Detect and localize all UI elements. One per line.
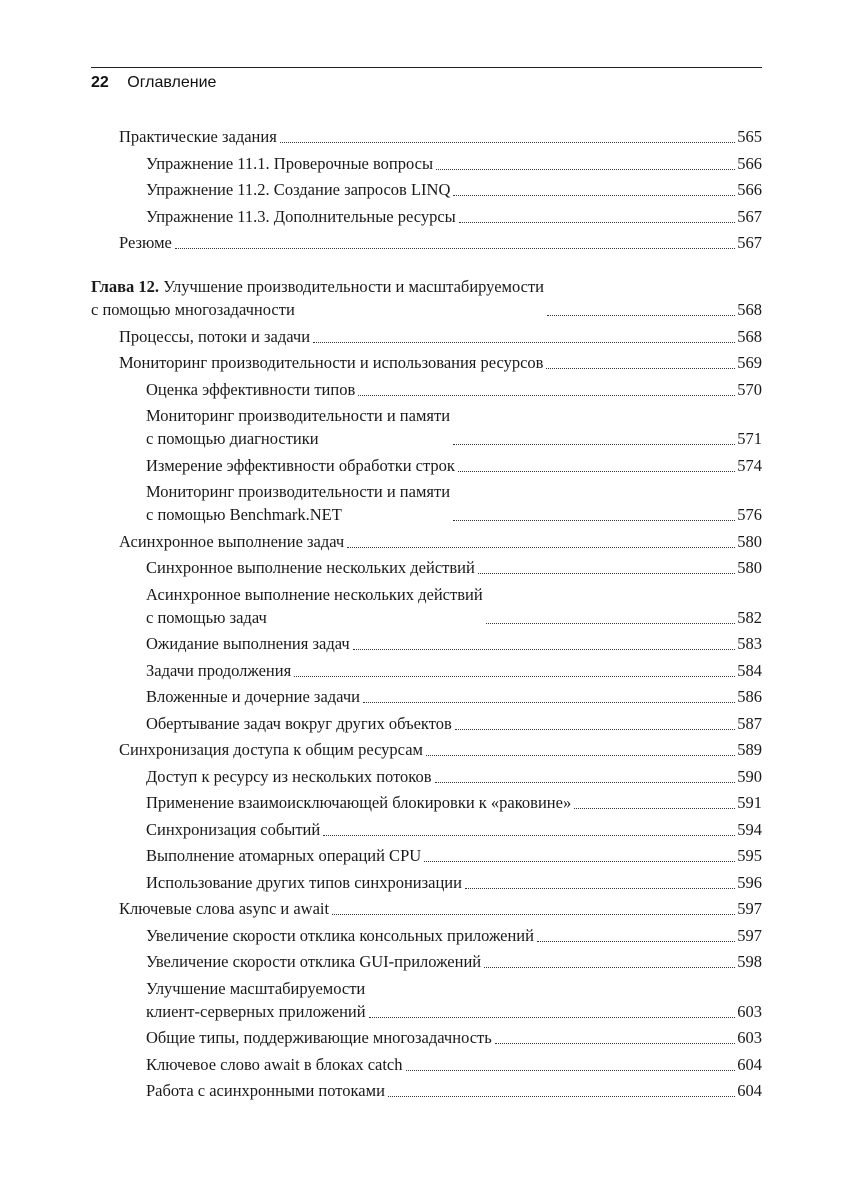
toc-entry-title <box>91 275 544 321</box>
toc-entry-title-line: Задачи продолжения <box>146 660 292 680</box>
toc-entry[interactable] <box>91 632 762 655</box>
toc-entry-title-line: Упражнение 11.1. Проверочные вопросы <box>146 153 434 173</box>
toc-entry-title-line: Выполнение атомарных операций CPU <box>146 846 422 865</box>
toc-entry-title-line: Использование других типов синхронизации <box>146 872 462 892</box>
toc-page-number: 603 <box>737 1001 762 1021</box>
table-of-contents <box>91 125 762 1102</box>
toc-entry[interactable] <box>91 480 762 526</box>
toc-page-number: 580 <box>737 558 762 577</box>
toc-entry-title <box>146 454 455 477</box>
toc-page-number: 584 <box>737 660 762 680</box>
dot-leader <box>358 395 735 396</box>
dot-leader <box>574 808 735 809</box>
toc-entry-title-line: Мониторинг производительности и использования ресурсов <box>119 353 544 372</box>
toc-page-number: 597 <box>737 899 762 918</box>
toc-entry-title-line: Мониторинг производительности и памяти <box>146 482 451 501</box>
toc-page-number: 567 <box>737 206 762 226</box>
toc-entry-title-line: Асинхронное выполнение нескольких действий <box>146 584 483 604</box>
dot-leader <box>546 368 735 369</box>
toc-entry[interactable] <box>91 924 762 947</box>
dot-leader <box>280 142 735 143</box>
toc-page-number: 595 <box>737 846 762 865</box>
dot-leader <box>495 1043 735 1044</box>
header-rule <box>91 67 762 68</box>
dot-leader <box>458 471 735 472</box>
toc-entry-title <box>146 685 360 708</box>
running-header <box>91 72 216 94</box>
toc-entry[interactable] <box>91 1053 762 1076</box>
toc-entry[interactable] <box>91 125 762 148</box>
toc-entry-title <box>146 977 366 1023</box>
toc-entry-title <box>146 712 452 735</box>
toc-entry-title <box>146 1079 385 1102</box>
dot-leader <box>424 861 735 862</box>
toc-entry-title <box>146 1026 492 1049</box>
toc-entry[interactable] <box>91 325 762 348</box>
dot-leader <box>332 914 735 915</box>
dot-leader <box>323 835 735 836</box>
toc-page-number: 574 <box>737 455 762 475</box>
entry-spacer <box>91 254 762 275</box>
dot-leader <box>435 782 736 783</box>
toc-entry-title-line: с помощью Benchmark.NET <box>146 505 342 524</box>
toc-entry[interactable] <box>91 152 762 175</box>
toc-page-number: 576 <box>737 505 762 524</box>
toc-entry[interactable] <box>91 977 762 1023</box>
toc-entry-title-line: Синхронизация доступа к общим ресурсам <box>119 740 423 759</box>
toc-chapter-entry[interactable] <box>91 275 762 321</box>
toc-entry[interactable] <box>91 178 762 201</box>
toc-entry-title-line: Увеличение скорости отклика GUI-приложений <box>146 952 482 971</box>
toc-entry-title <box>146 632 350 655</box>
toc-page-number: 582 <box>737 607 762 627</box>
toc-page-number: 598 <box>737 952 762 971</box>
dot-leader <box>426 755 735 756</box>
toc-entry-title-line: Ключевые слова async и await <box>119 899 330 918</box>
chapter-title-text: Улучшение производительности и масштабируемости <box>163 277 545 296</box>
toc-entry[interactable] <box>91 1079 762 1102</box>
dot-leader <box>459 222 736 223</box>
chapter-label: Глава 12. <box>91 277 160 296</box>
toc-entry-title <box>146 871 462 894</box>
toc-entry[interactable] <box>91 404 762 450</box>
toc-page-number: 586 <box>737 687 762 706</box>
page-number: 22 <box>91 74 109 91</box>
toc-page-number: 568 <box>737 300 762 319</box>
dot-leader <box>369 1017 736 1018</box>
toc-page-number: 568 <box>737 326 762 346</box>
toc-page-number: 589 <box>737 740 762 759</box>
toc-entry-title <box>146 378 355 401</box>
toc-entry-title <box>146 924 534 947</box>
toc-entry-title <box>119 530 344 553</box>
toc-entry-title-line: Упражнение 11.3. Дополнительные ресурсы <box>146 206 456 226</box>
toc-entry-title <box>146 791 571 814</box>
dot-leader <box>547 315 735 316</box>
toc-page-number: 603 <box>737 1028 762 1047</box>
dot-leader <box>406 1070 736 1071</box>
toc-entry-title-line: с помощью многозадачности <box>91 300 295 319</box>
dot-leader <box>478 573 735 574</box>
toc-entry[interactable] <box>91 738 762 761</box>
dot-leader <box>353 649 736 650</box>
toc-page-number: 591 <box>737 793 762 812</box>
dot-leader <box>484 967 735 968</box>
dot-leader <box>453 444 735 445</box>
toc-entry-title <box>146 556 475 579</box>
toc-entry-title <box>119 738 423 761</box>
toc-entry[interactable] <box>91 378 762 401</box>
running-header-title: Оглавление <box>127 74 217 91</box>
toc-page-number: 565 <box>737 127 762 146</box>
toc-entry[interactable] <box>91 791 762 814</box>
toc-entry-title <box>119 325 310 348</box>
toc-entry-title-line: Применение взаимоисключающей блокировки к «раковине» <box>146 793 572 812</box>
dot-leader <box>175 248 735 249</box>
toc-entry-title <box>146 659 291 682</box>
toc-page-number: 569 <box>737 353 762 372</box>
toc-entry-title <box>146 480 450 526</box>
toc-entry-title-line: клиент-серверных приложений <box>146 1001 366 1021</box>
toc-entry-title-line: Мониторинг производительности и памяти <box>146 406 451 425</box>
toc-entry-title <box>146 205 456 228</box>
toc-entry[interactable] <box>91 818 762 841</box>
toc-page-number: 594 <box>737 819 762 839</box>
toc-entry-title <box>146 818 320 841</box>
toc-entry-title-line: Работа с асинхронными потоками <box>146 1081 385 1100</box>
toc-entry-title <box>146 152 433 175</box>
dot-leader <box>453 520 735 521</box>
toc-entry-title <box>146 1053 403 1076</box>
dot-leader <box>363 702 735 703</box>
toc-entry[interactable] <box>91 231 762 254</box>
toc-entry[interactable] <box>91 1026 762 1049</box>
toc-entry[interactable] <box>91 871 762 894</box>
toc-entry-title <box>146 583 483 629</box>
toc-page-number: 604 <box>737 1054 762 1074</box>
toc-entry[interactable] <box>91 897 762 920</box>
dot-leader <box>465 888 735 889</box>
toc-entry-title-line: Ожидание выполнения задач <box>146 634 350 653</box>
toc-entry[interactable] <box>91 844 762 867</box>
toc-entry-title-line: Ключевое слово await в блоках catch <box>146 1054 403 1074</box>
toc-entry-title-line: Практические задания <box>119 127 277 146</box>
toc-entry-title-line: Улучшение масштабируемости <box>146 978 366 998</box>
toc-entry[interactable] <box>91 205 762 228</box>
toc-page-number: 587 <box>737 713 762 733</box>
toc-entry-title <box>146 950 481 973</box>
toc-entry[interactable] <box>91 556 762 579</box>
dot-leader <box>537 941 735 942</box>
toc-entry-title-line: Вложенные и дочерние задачи <box>146 687 360 706</box>
dot-leader <box>453 195 735 196</box>
toc-entry-title <box>146 844 421 867</box>
toc-page-number: 580 <box>737 531 762 551</box>
toc-entry[interactable] <box>91 659 762 682</box>
toc-entry-title <box>146 765 432 788</box>
toc-entry-title <box>119 231 172 254</box>
toc-page-number: 583 <box>737 634 762 653</box>
toc-entry-title-line: Доступ к ресурсу из нескольких потоков <box>146 766 432 786</box>
toc-entry[interactable] <box>91 712 762 735</box>
dot-leader <box>347 547 735 548</box>
toc-page-number: 590 <box>737 766 762 786</box>
dot-leader <box>455 729 735 730</box>
toc-entry-title-line: Упражнение 11.2. Создание запросов LINQ <box>146 180 451 199</box>
toc-page-number: 596 <box>737 872 762 892</box>
toc-entry[interactable] <box>91 685 762 708</box>
toc-entry[interactable] <box>91 765 762 788</box>
toc-entry-title-line: Синхронизация событий <box>146 819 321 839</box>
toc-entry-title-line <box>91 275 544 298</box>
toc-page-number: 597 <box>737 925 762 945</box>
toc-entry-title-line: с помощью задач <box>146 607 267 627</box>
toc-entry-title <box>146 178 450 201</box>
toc-entry-title <box>119 351 543 374</box>
toc-page-number: 566 <box>737 153 762 173</box>
toc-page-number: 566 <box>737 180 762 199</box>
toc-page-number: 571 <box>737 429 762 448</box>
toc-entry-title <box>119 897 329 920</box>
toc-entry-title-line: Резюме <box>119 233 172 252</box>
dot-leader <box>436 169 735 170</box>
toc-entry-title-line: Синхронное выполнение нескольких действий <box>146 558 475 577</box>
toc-entry-title-line: Общие типы, поддерживающие многозадачность <box>146 1028 492 1047</box>
toc-entry-title <box>119 125 277 148</box>
toc-entry[interactable] <box>91 351 762 374</box>
toc-entry-title-line: Асинхронное выполнение задач <box>119 531 345 551</box>
toc-entry[interactable] <box>91 950 762 973</box>
toc-entry-title-line: с помощью диагностики <box>146 429 319 448</box>
dot-leader <box>294 676 735 677</box>
dot-leader <box>388 1096 735 1097</box>
toc-entry[interactable] <box>91 454 762 477</box>
dot-leader <box>313 342 735 343</box>
toc-entry-title-line: Процессы, потоки и задачи <box>119 326 311 346</box>
toc-page-number: 567 <box>737 233 762 252</box>
toc-page-number: 604 <box>737 1081 762 1100</box>
toc-entry-title-line: Измерение эффективности обработки строк <box>146 455 455 475</box>
toc-entry[interactable] <box>91 583 762 629</box>
toc-entry-title-line: Увеличение скорости отклика консольных приложений <box>146 925 534 945</box>
toc-page-number: 570 <box>737 379 762 399</box>
dot-leader <box>486 623 736 624</box>
toc-entry-title <box>146 404 450 450</box>
toc-entry[interactable] <box>91 530 762 553</box>
toc-entry-title-line: Обертывание задач вокруг других объектов <box>146 713 452 733</box>
toc-entry-title-line: Оценка эффективности типов <box>146 379 356 399</box>
